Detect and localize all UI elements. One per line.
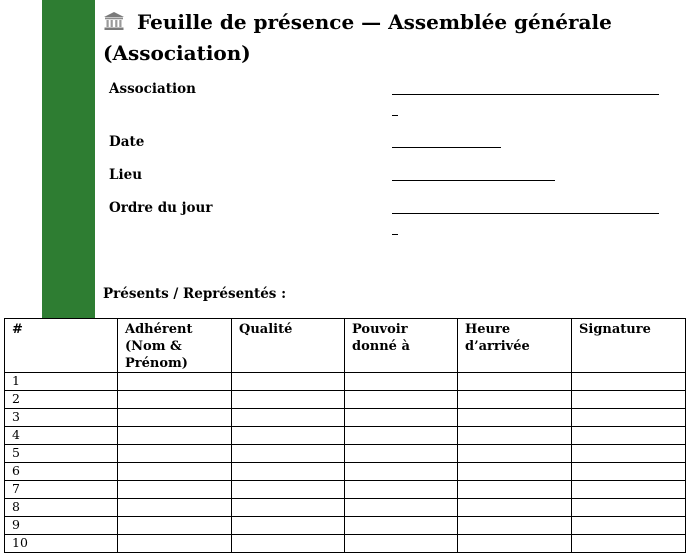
table-row <box>5 499 686 517</box>
row-number-cell: 7 <box>5 481 118 499</box>
row-number-cell: 3 <box>5 409 118 427</box>
ordre-du-jour-fill-line-continuation <box>392 234 398 235</box>
proxy-cell[interactable] <box>345 463 458 481</box>
arrival-time-cell[interactable] <box>458 427 572 445</box>
signature-cell[interactable] <box>572 427 686 445</box>
role-cell[interactable] <box>232 517 345 535</box>
role-cell[interactable] <box>232 409 345 427</box>
arrival-time-cell[interactable] <box>458 481 572 499</box>
row-number-cell: 9 <box>5 517 118 535</box>
role-cell[interactable] <box>232 499 345 517</box>
row-number-cell: 2 <box>5 391 118 409</box>
accent-sidebar-bar <box>42 0 95 318</box>
signature-cell[interactable] <box>572 391 686 409</box>
attendees-section-heading: Présents / Représentés : <box>103 286 287 302</box>
member-cell[interactable] <box>118 409 232 427</box>
table-row <box>5 409 686 427</box>
role-cell[interactable] <box>232 481 345 499</box>
signature-cell[interactable] <box>572 463 686 481</box>
signature-cell[interactable] <box>572 373 686 391</box>
signature-cell[interactable] <box>572 409 686 427</box>
document-title <box>103 8 673 68</box>
row-number-cell: 10 <box>5 535 118 553</box>
signature-cell[interactable] <box>572 445 686 463</box>
arrival-time-cell[interactable] <box>458 391 572 409</box>
signature-cell[interactable] <box>572 499 686 517</box>
table-row <box>5 535 686 553</box>
document-title-text: Feuille de présence — Assemblée générale (Association) <box>103 10 612 65</box>
classical-building-icon <box>103 10 125 39</box>
role-cell[interactable] <box>232 427 345 445</box>
field-label-date: Date <box>109 134 145 150</box>
proxy-cell[interactable] <box>345 517 458 535</box>
column-header-role: Qualité <box>232 319 345 373</box>
association-fill-line-continuation <box>392 115 398 116</box>
row-number-cell: 1 <box>5 373 118 391</box>
field-label-ordre-du-jour: Ordre du jour <box>109 200 213 216</box>
proxy-cell[interactable] <box>345 481 458 499</box>
proxy-cell[interactable] <box>345 535 458 553</box>
attendance-table-body <box>5 373 686 553</box>
ordre-du-jour-fill-line <box>392 213 659 214</box>
row-number-cell: 5 <box>5 445 118 463</box>
proxy-cell[interactable] <box>345 409 458 427</box>
arrival-time-cell[interactable] <box>458 463 572 481</box>
arrival-time-cell[interactable] <box>458 535 572 553</box>
column-header-number: # <box>5 319 118 373</box>
column-header-member: Adhérent (Nom & Prénom) <box>118 319 232 373</box>
signature-cell[interactable] <box>572 535 686 553</box>
date-fill-line <box>392 147 501 148</box>
arrival-time-cell[interactable] <box>458 499 572 517</box>
member-cell[interactable] <box>118 391 232 409</box>
table-row <box>5 391 686 409</box>
proxy-cell[interactable] <box>345 445 458 463</box>
column-header-arrival-time: Heure d’arrivée <box>458 319 572 373</box>
role-cell[interactable] <box>232 535 345 553</box>
role-cell[interactable] <box>232 445 345 463</box>
arrival-time-cell[interactable] <box>458 517 572 535</box>
table-row <box>5 517 686 535</box>
arrival-time-cell[interactable] <box>458 409 572 427</box>
member-cell[interactable] <box>118 517 232 535</box>
row-number-cell: 8 <box>5 499 118 517</box>
column-header-proxy: Pouvoir donné à <box>345 319 458 373</box>
member-cell[interactable] <box>118 463 232 481</box>
table-row <box>5 427 686 445</box>
arrival-time-cell[interactable] <box>458 445 572 463</box>
proxy-cell[interactable] <box>345 373 458 391</box>
member-cell[interactable] <box>118 427 232 445</box>
table-row <box>5 463 686 481</box>
role-cell[interactable] <box>232 391 345 409</box>
proxy-cell[interactable] <box>345 391 458 409</box>
role-cell[interactable] <box>232 463 345 481</box>
table-row <box>5 481 686 499</box>
association-fill-line <box>392 94 659 95</box>
member-cell[interactable] <box>118 535 232 553</box>
member-cell[interactable] <box>118 481 232 499</box>
table-row <box>5 445 686 463</box>
row-number-cell: 4 <box>5 427 118 445</box>
attendance-table <box>4 318 686 553</box>
field-label-lieu: Lieu <box>109 167 143 183</box>
table-row <box>5 373 686 391</box>
field-label-association: Association <box>109 81 196 97</box>
lieu-fill-line <box>392 180 555 181</box>
member-cell[interactable] <box>118 445 232 463</box>
table-header-row <box>5 319 686 373</box>
member-cell[interactable] <box>118 373 232 391</box>
arrival-time-cell[interactable] <box>458 373 572 391</box>
signature-cell[interactable] <box>572 481 686 499</box>
column-header-signature: Signature <box>572 319 686 373</box>
member-cell[interactable] <box>118 499 232 517</box>
role-cell[interactable] <box>232 373 345 391</box>
signature-cell[interactable] <box>572 517 686 535</box>
proxy-cell[interactable] <box>345 427 458 445</box>
proxy-cell[interactable] <box>345 499 458 517</box>
row-number-cell: 6 <box>5 463 118 481</box>
